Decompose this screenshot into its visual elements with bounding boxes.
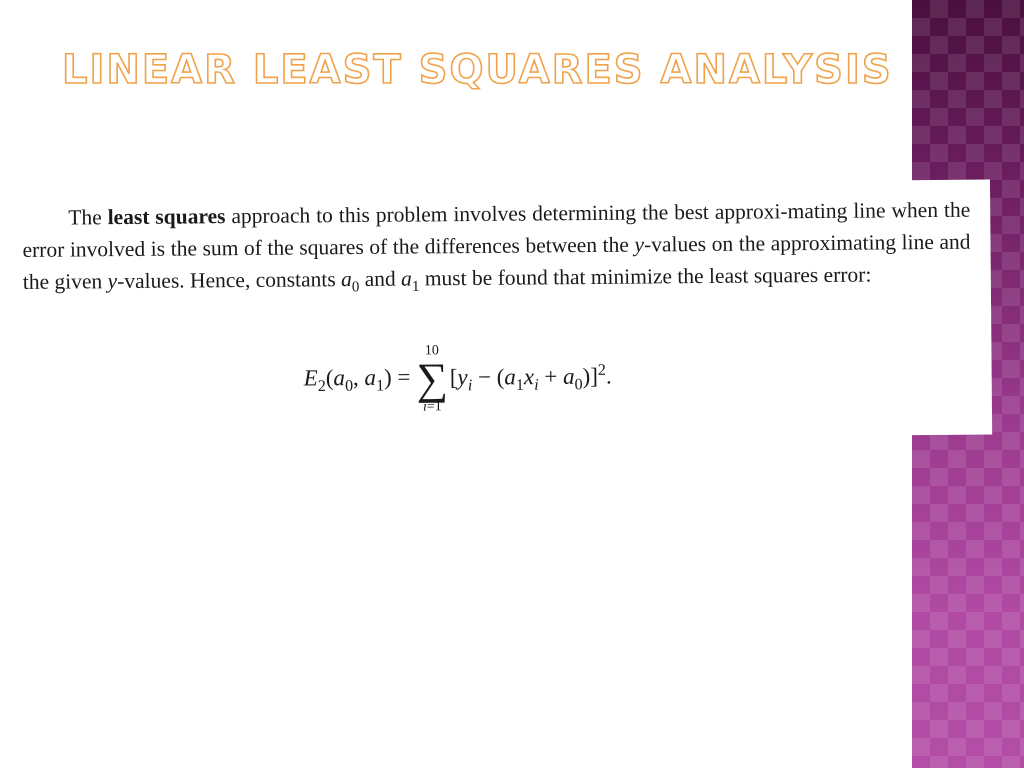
sum-upper-limit: 10 [424, 343, 439, 359]
least-squares-term: least squares [107, 204, 226, 230]
least-squares-error-formula [303, 343, 612, 416]
subscript: 1 [411, 278, 420, 295]
slide-title [62, 44, 893, 96]
subscript: 2 [317, 377, 326, 395]
subscript: 1 [375, 377, 385, 395]
subscript: i [467, 377, 473, 395]
variable-a: a [504, 364, 516, 390]
formula-symbol: =1 [426, 399, 442, 415]
exponent: 2 [597, 361, 606, 379]
index-i: i [422, 399, 427, 415]
formula-symbol: [ [449, 364, 458, 390]
formula-symbol: − ( [472, 364, 505, 390]
formula-symbol: ( [325, 364, 334, 390]
formula-lhs [304, 364, 411, 396]
formula-rhs [450, 362, 612, 396]
sum-lower-limit [423, 400, 442, 414]
formula-symbol: )] [582, 363, 599, 389]
summation [416, 344, 448, 414]
variable-y: y [634, 232, 645, 257]
variable-y: y [457, 364, 468, 390]
formula-symbol: , [352, 364, 365, 390]
formula-symbol: . [605, 363, 612, 389]
definition-paragraph [22, 194, 971, 307]
paragraph-text: approach to this problem involves determining the best approxi-mating line when the error involved is the sum of the squares of the differences between the [22, 197, 971, 262]
variable-x: x [523, 364, 535, 390]
formula-symbol: ) = [383, 364, 411, 390]
variable-a: a [562, 363, 575, 389]
paragraph-text: -values on the approximating line and the given [22, 229, 971, 294]
variable-E: E [303, 365, 318, 391]
variable-a: a [364, 364, 377, 390]
paragraph-text: must be found that minimize the least squares error: [419, 262, 872, 291]
slide-title-text: LINEAR LEAST SQUARES ANALYSIS [62, 47, 893, 93]
formula-symbol: + [538, 363, 564, 389]
subscript: 0 [574, 376, 583, 394]
variable-a: a [401, 266, 412, 291]
subscript: 0 [344, 377, 354, 395]
paragraph-text: The [68, 205, 108, 230]
variable-y: y [107, 269, 118, 294]
paragraph-text: -values. Hence, constants [117, 267, 342, 294]
variable-a: a [340, 267, 352, 292]
subscript: 0 [351, 279, 360, 296]
paragraph-text: and [359, 266, 402, 291]
sigma-symbol: ∑ [416, 354, 449, 404]
textbook-excerpt-image [14, 179, 992, 443]
variable-a: a [333, 364, 346, 390]
subscript: 1 [515, 376, 525, 394]
subscript: i [534, 376, 539, 394]
